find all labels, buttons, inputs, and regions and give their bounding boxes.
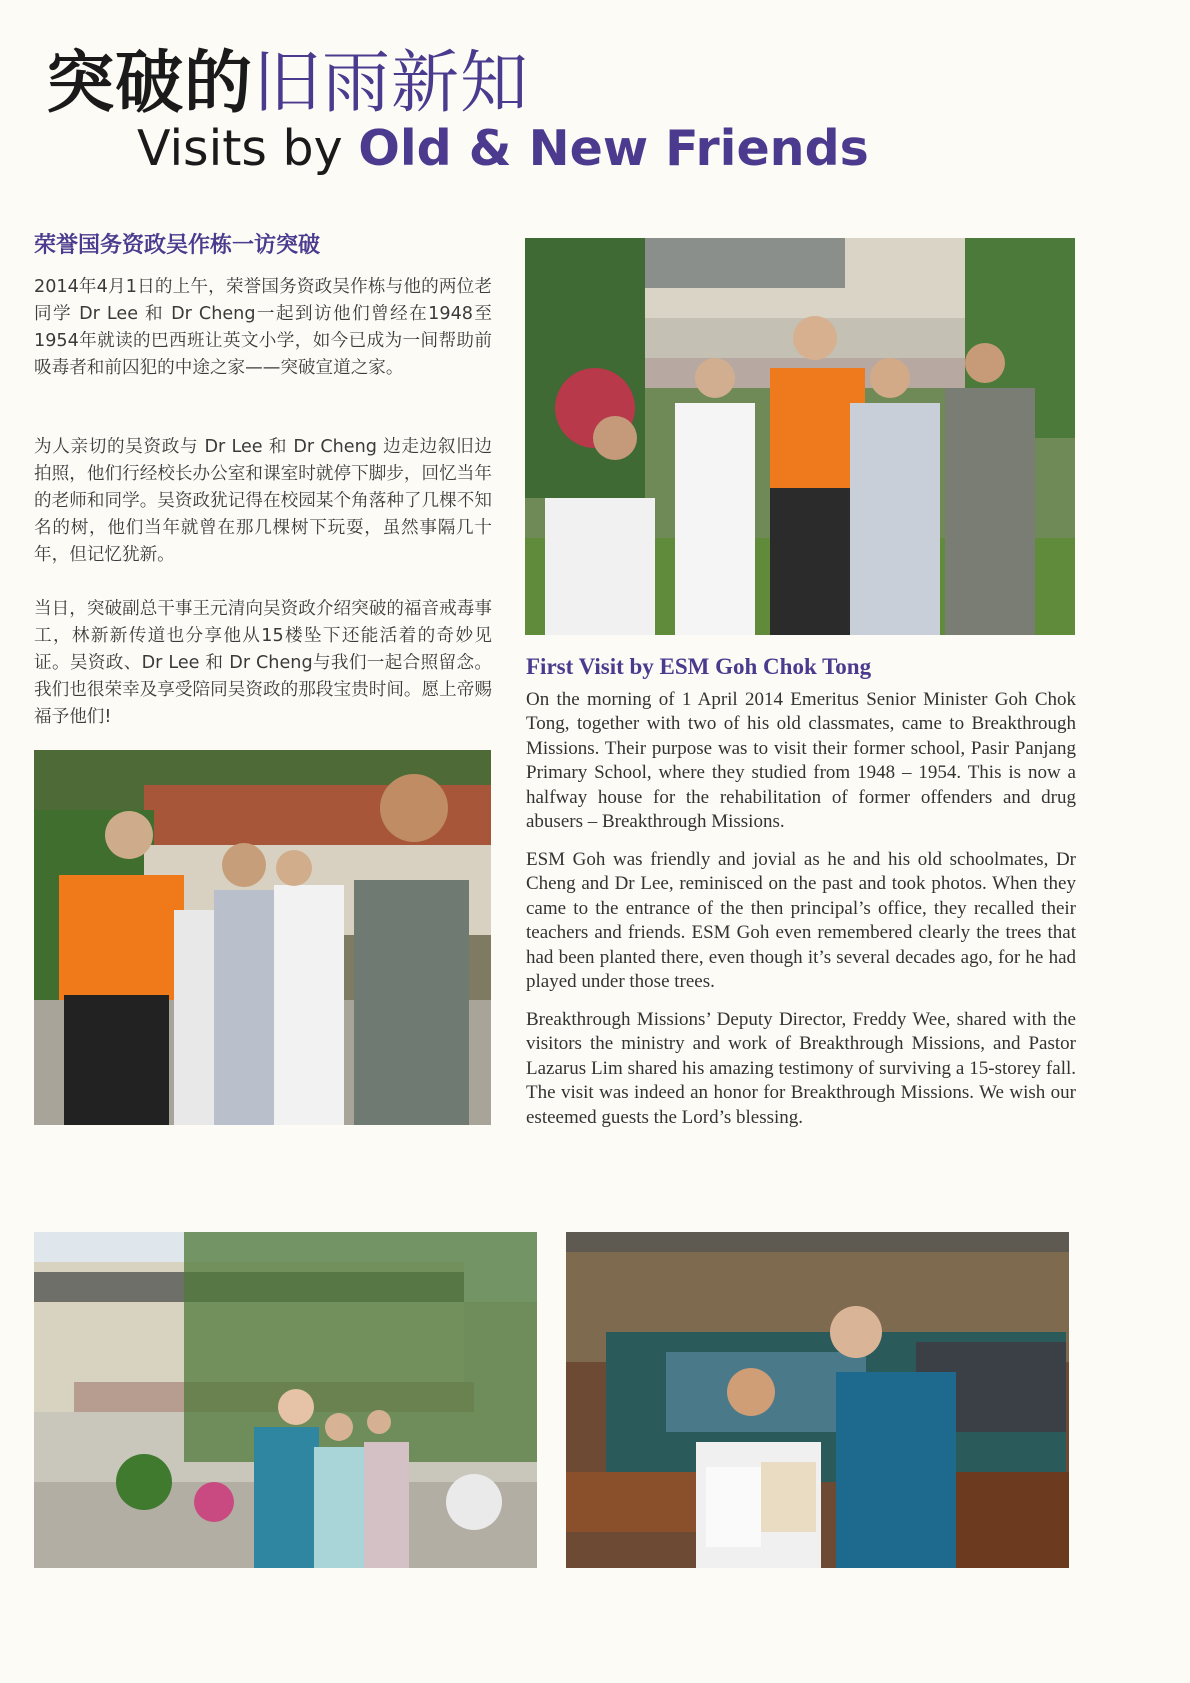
- title-cn-accent: 旧雨新知: [253, 44, 530, 123]
- title-cn-prefix: 突破的: [46, 44, 254, 123]
- chinese-paragraph-3: 当日，突破副总干事王元清向吴资政介绍突破的福音戒毒事工，林新新传道也分享他从15楼坠下还能活着的奇妙见证。吴资政、Dr Lee 和 Dr Cheng与我们一起合照留念。我们也很荣幸及享受陪同吴资政的那段宝贵时间。愿上帝赐福予他们!: [34, 599, 492, 727]
- artwork-presentation-photo: [566, 1232, 1069, 1568]
- title-en-prefix: Visits by: [137, 120, 359, 177]
- title-en-accent: Old & New Friends: [358, 120, 869, 177]
- english-paragraph-1: On the morning of 1 April 2014 Emeritus Senior Minister Goh Chok Tong, together with two of his old classmates, came to Breakthrough Missions. Their purpose was to visit their former school, Pasir Panjang Primary School, where they studied from 1948 – 1954. This is now a halfway house for the rehabilitation of former offenders and drug abusers – Breakthrough Missions.: [526, 689, 1076, 833]
- page-title-english: [137, 118, 869, 180]
- chinese-paragraph-2: 为人亲切的吴资政与 Dr Lee 和 Dr Cheng 边走边叙旧边拍照，他们行经校长办公室和课室时就停下脚步，回忆当年的老师和同学。吴资政犹记得在校园某个角落种了几棵不知名的树，他们当年就曾在那几棵树下玩耍，虽然事隔几十年，但记忆犹新。: [34, 437, 492, 565]
- english-paragraph-2: ESM Goh was friendly and jovial as he and his old schoolmates, Dr Cheng and Dr Lee, reminisced on the past and took photos. When they came to the entrance of the then principal’s office, they recalled their teachers and friends. ESM Goh even remembered clearly the trees that had been planted there, even though it’s several decades ago, for he had played under those trees.: [526, 849, 1076, 993]
- garden-group-photo: [34, 1232, 537, 1568]
- chinese-heading: 荣誉国务资政吴作栋一访突破: [34, 232, 321, 258]
- page-title-chinese: [46, 44, 529, 124]
- chinese-paragraph-1: 2014年4月1日的上午，荣誉国务资政吴作栋与他的两位老同学 Dr Lee 和 Dr Cheng一起到访他们曾经在1948至1954年就读的巴西班让英文小学，如今已成为一间帮助前吸毒者和前囚犯的中途之家——突破宣道之家。: [34, 277, 492, 378]
- group-photo-five-men: [525, 238, 1075, 635]
- men-looking-up-photo: [34, 750, 491, 1125]
- english-paragraph-3: Breakthrough Missions’ Deputy Director, Freddy Wee, shared with the visitors the ministry and work of Breakthrough Missions, and Pastor Lazarus Lim shared his amazing testimony of surviving a 15-storey fall. The visit was indeed an honor for Breakthrough Missions. We wish our esteemed guests the Lord’s blessing.: [526, 1009, 1076, 1128]
- english-heading: First Visit by ESM Goh Chok Tong: [526, 654, 872, 679]
